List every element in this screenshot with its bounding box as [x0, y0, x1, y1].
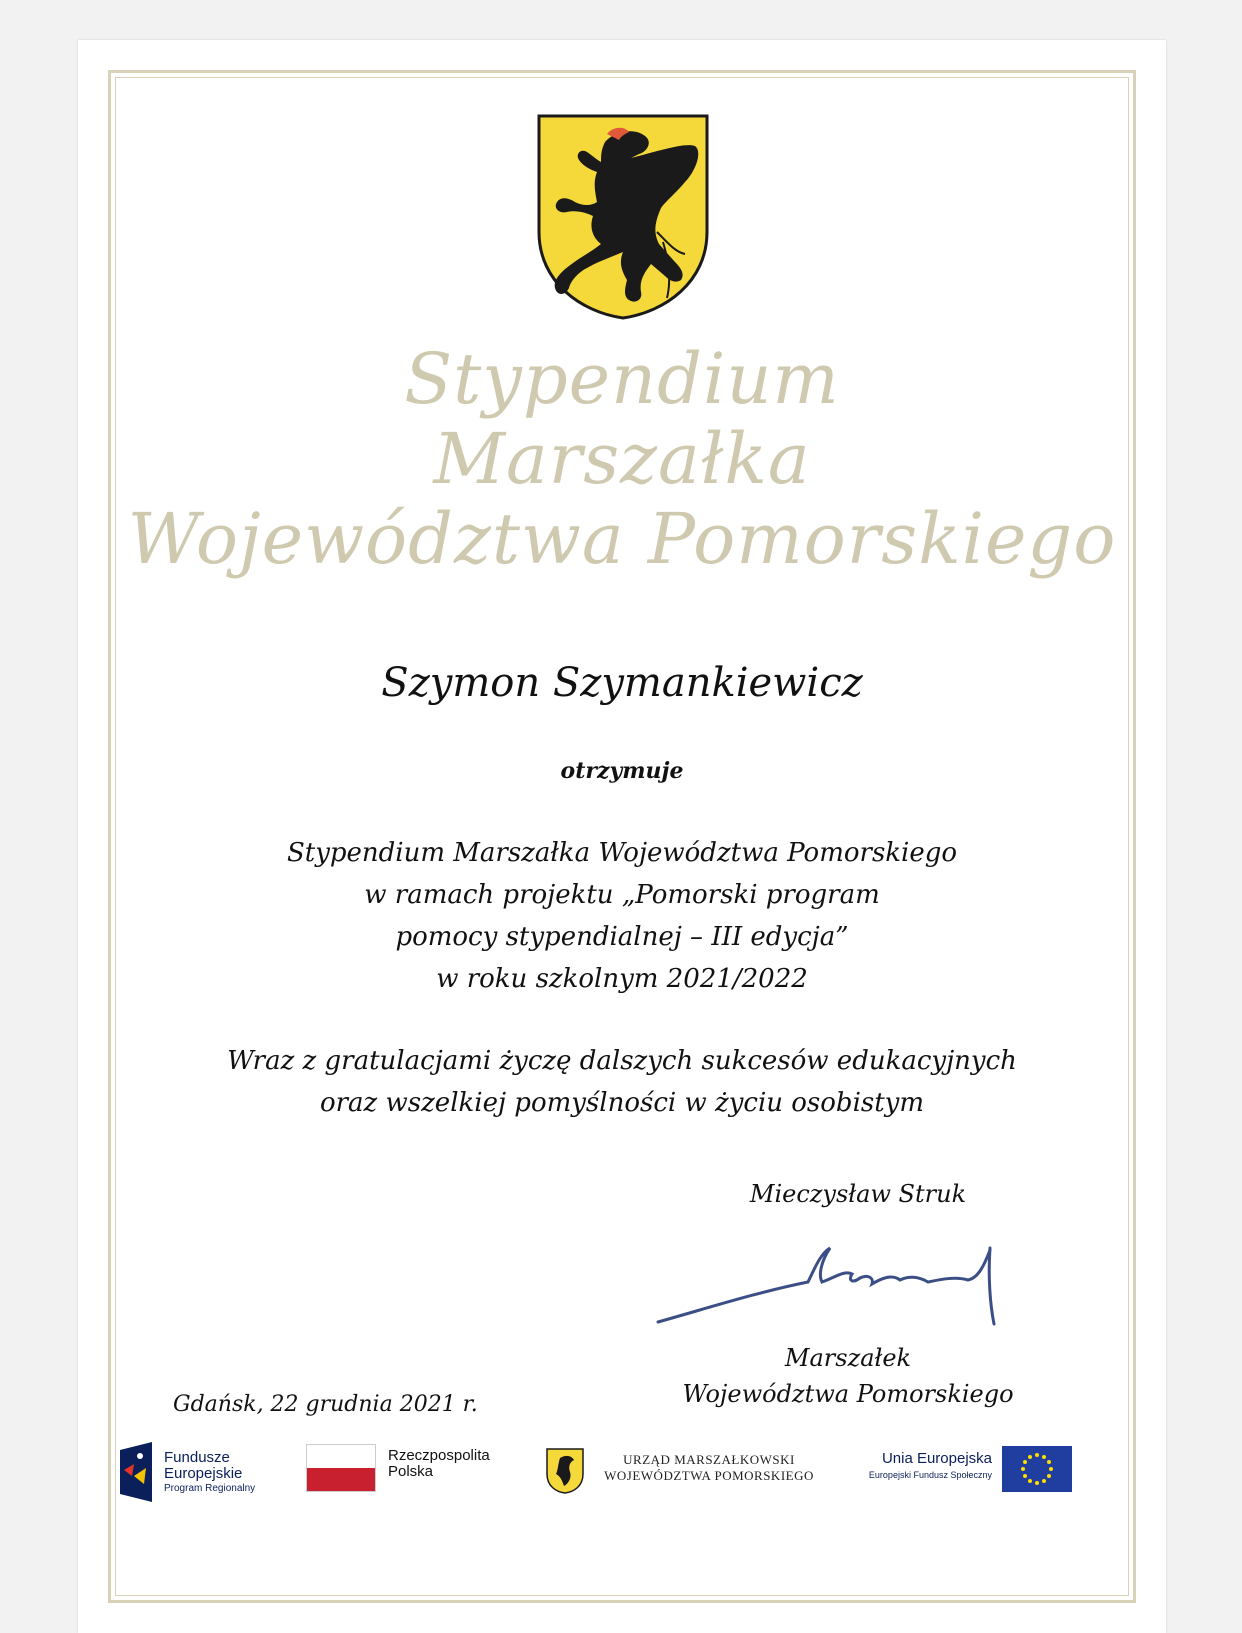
- um-line2: WOJEWÓDZTWA POMORSKIEGO: [604, 1468, 814, 1483]
- fundusze-europejskie-logo-icon: [120, 1442, 152, 1502]
- footer-logos: [120, 1438, 1124, 1513]
- award-description: [78, 832, 1166, 1000]
- unia-europejska-logo: [842, 1446, 1124, 1496]
- fe-line1: Fundusze: [164, 1449, 230, 1466]
- title-line-2: Marszałka: [433, 418, 811, 500]
- signer-name: Mieczysław Struk: [749, 1180, 967, 1208]
- eu-flag-icon: [1002, 1446, 1072, 1492]
- ue-line1: Unia Europejska: [881, 1450, 992, 1467]
- pomorskie-crest-small-icon: [546, 1448, 584, 1494]
- urzad-marszalkowski-logo: [546, 1448, 826, 1494]
- polish-flag-icon: [306, 1444, 376, 1492]
- award-line: w roku szkolnym 2021/2022: [436, 964, 808, 994]
- rp-line2: Polska: [388, 1463, 434, 1480]
- fundusze-europejskie-logo: [120, 1442, 290, 1502]
- wishes-line: oraz wszelkiej pomyślności w życiu osobistym: [319, 1088, 925, 1118]
- award-line: w ramach projektu „Pomorski program: [364, 880, 880, 910]
- fe-line3: Program Regionalny: [164, 1483, 256, 1494]
- fe-line2: Europejskie: [164, 1465, 243, 1482]
- place-date: Gdańsk, 22 grudnia 2021 r.: [173, 1392, 478, 1417]
- signature-icon: [638, 1230, 1018, 1340]
- receives-label: otrzymuje: [560, 758, 684, 784]
- wishes-line: Wraz z gratulacjami życzę dalszych sukcesów edukacyjnych: [227, 1046, 1017, 1076]
- rzeczpospolita-polska-logo: [306, 1444, 526, 1494]
- congratulations-text: [78, 1040, 1166, 1124]
- pomorskie-crest-icon: [535, 112, 711, 322]
- signer-role: [638, 1340, 1058, 1412]
- signer-role-line: Województwa Pomorskiego: [682, 1380, 1014, 1408]
- award-line: pomocy stypendialnej – III edycja”: [395, 922, 849, 952]
- rp-line1: Rzeczpospolita: [388, 1447, 490, 1464]
- title-line-1: Stypendium: [404, 338, 840, 420]
- um-line1: URZĄD MARSZAŁKOWSKI: [623, 1452, 795, 1467]
- title-line-3: Województwa Pomorskiego: [127, 498, 1117, 580]
- signer-role-line: Marszałek: [784, 1344, 912, 1372]
- award-line: Stypendium Marszałka Województwa Pomorskiego: [286, 838, 958, 868]
- certificate-page: [78, 40, 1166, 1633]
- ue-line2: Europejski Fundusz Społeczny: [868, 1470, 992, 1480]
- recipient-name: Szymon Szymankiewicz: [381, 660, 863, 706]
